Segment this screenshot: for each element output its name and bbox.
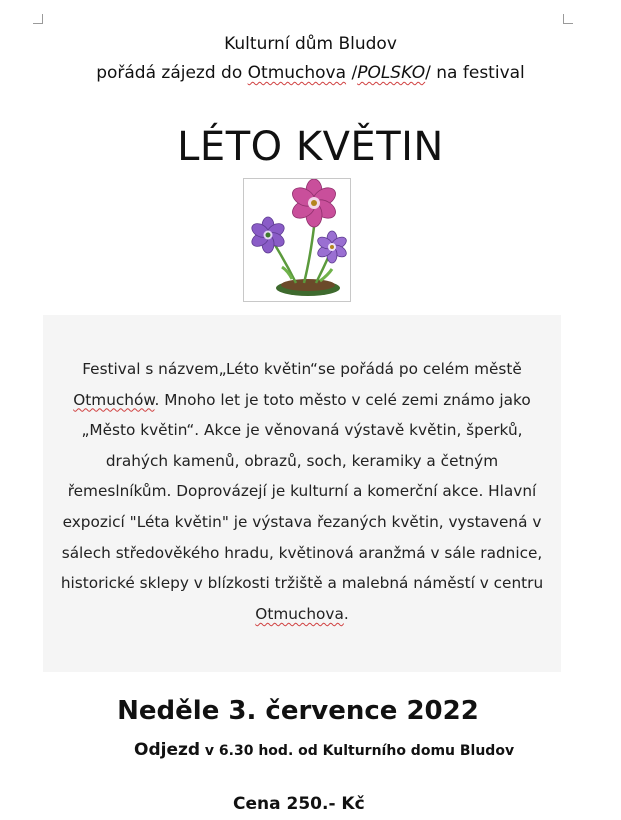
festival-description-box xyxy=(43,315,561,672)
festival-title: LÉTO KVĚTIN xyxy=(177,124,444,170)
description-city: Otmuchów xyxy=(73,390,155,409)
page-corner-mark-top-left xyxy=(33,14,43,24)
flowers-illustration xyxy=(243,178,351,302)
flowers-icon xyxy=(244,179,350,301)
trip-line-slash: / xyxy=(346,63,358,83)
invitation-header xyxy=(0,30,621,88)
event-date: Neděle 3. července 2022 xyxy=(117,696,479,726)
festival-description xyxy=(43,315,561,629)
departure-info xyxy=(134,736,514,765)
trip-line xyxy=(0,59,621,88)
trip-line-end: / na festival xyxy=(425,63,525,83)
organizer-line: Kulturní dům Bludov xyxy=(224,34,397,54)
page-corner-mark-top-right xyxy=(563,14,573,24)
trip-line-text: pořádá zájezd do xyxy=(96,63,248,83)
destination-city: Otmuchova xyxy=(247,63,347,83)
departure-label: Odjezd xyxy=(134,740,201,760)
description-text-3: . xyxy=(343,604,349,623)
description-city-final: Otmuchova xyxy=(255,604,344,623)
destination-country: POLSKO xyxy=(357,63,426,83)
description-text-1: Festival s názvem„Léto květin“se pořádá po celém městě xyxy=(82,360,522,378)
description-text-2: . Mnoho let je toto město v celé zemi známo jako „Město květin“. Akce je věnovaná výstavě květin, šperků, drahých kamenů, obrazů, soch, keramiky a četným řemeslníkům. Doprovázejí je kulturní a komerční akce. Hlavní expozicí "Léta květin" je výstava řezaných květin, vystavená v sálech středověkého hradu, květinová aranžmá v sále radnice, historické sklepy v blízkosti tržiště a malebná náměstí v centru xyxy=(60,390,544,593)
departure-details: v 6.30 hod. od Kulturního domu Bludov xyxy=(200,743,515,759)
price-info: Cena 250.- Kč xyxy=(233,794,365,814)
